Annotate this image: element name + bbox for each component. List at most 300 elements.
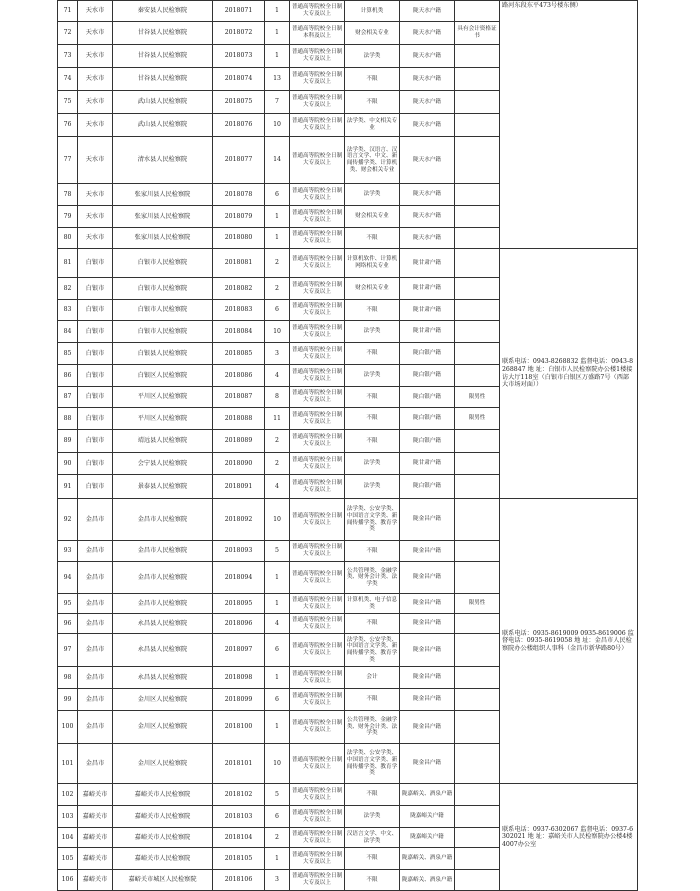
note-cell [455,828,500,848]
education-requirement-cell: 普通高等院校全日制大专及以上 [290,806,345,828]
major-requirement-cell: 不限 [345,228,400,249]
registration-condition-cell: 陇嘉峪关、酒泉户籍 [400,784,455,806]
note-cell [455,634,500,667]
registration-condition-cell: 陇白银户籍 [400,343,455,365]
registration-condition-cell: 陇金昌户籍 [400,541,455,562]
education-requirement-cell: 普通高等院校全日制大专及以上 [290,784,345,806]
row-number-cell: 81 [58,249,78,278]
education-requirement-cell: 普通高等院校全日制大专及以上 [290,541,345,562]
note-cell [455,249,500,278]
hiring-count-cell: 7 [265,91,290,114]
hiring-count-cell: 1 [265,562,290,594]
note-cell [455,689,500,711]
row-number-cell: 88 [58,408,78,430]
note-cell: 限男性 [455,387,500,408]
hiring-count-cell: 4 [265,614,290,634]
education-requirement-cell: 普通高等院校全日制大专及以上 [290,430,345,453]
unit-cell: 甘谷县人民检察院 [113,68,213,91]
major-requirement-cell: 不限 [345,300,400,321]
note-cell [455,206,500,228]
unit-cell: 清水县人民检察院 [113,137,213,184]
education-requirement-cell: 普通高等院校全日制大专及以上 [290,114,345,137]
unit-cell: 嘉峪关市人民检察院 [113,848,213,870]
row-number-cell: 99 [58,689,78,711]
row-number-cell: 96 [58,614,78,634]
position-code-cell: 2018087 [213,387,265,408]
hiring-count-cell: 1 [265,848,290,870]
city-cell: 白银市 [78,343,113,365]
position-code-cell: 2018073 [213,45,265,68]
unit-cell: 靖远县人民检察院 [113,430,213,453]
city-cell: 白银市 [78,278,113,300]
row-number-cell: 102 [58,784,78,806]
registration-condition-cell: 陇金昌户籍 [400,744,455,784]
major-requirement-cell: 财会相关专业 [345,22,400,45]
unit-cell: 白银市人民检察院 [113,278,213,300]
city-cell: 天水市 [78,22,113,45]
education-requirement-cell: 普通高等院校全日制大专及以上 [290,387,345,408]
note-cell [455,365,500,387]
position-code-cell: 2018095 [213,594,265,614]
education-requirement-cell: 普通高等院校全日制大专及以上 [290,828,345,848]
registration-condition-cell: 陇天水户籍 [400,228,455,249]
unit-cell: 金川区人民检察院 [113,689,213,711]
major-requirement-cell: 不限 [345,541,400,562]
registration-condition-cell: 陇嘉峪关户籍 [400,806,455,828]
row-number-cell: 74 [58,68,78,91]
unit-cell: 张家川县人民检察院 [113,206,213,228]
hiring-count-cell: 1 [265,22,290,45]
hiring-count-cell: 1 [265,45,290,68]
education-requirement-cell: 普通高等院校全日制大专及以上 [290,1,345,22]
major-requirement-cell: 法学类、公安学类、中国语言文学类、新闻传播学类、教育学类 [345,744,400,784]
registration-condition-cell: 陇天水户籍 [400,68,455,91]
education-requirement-cell: 普通高等院校全日制大专及以上 [290,249,345,278]
row-number-cell: 100 [58,711,78,744]
education-requirement-cell: 普通高等院校全日制大专及以上 [290,667,345,689]
city-cell: 天水市 [78,206,113,228]
major-requirement-cell: 法学类 [345,184,400,206]
registration-condition-cell: 陇天水户籍 [400,137,455,184]
unit-cell: 金昌市人民检察院 [113,594,213,614]
hiring-count-cell: 1 [265,711,290,744]
position-code-cell: 2018091 [213,475,265,499]
position-code-cell: 2018101 [213,744,265,784]
registration-condition-cell: 陇甘肃户籍 [400,278,455,300]
hiring-count-cell: 6 [265,184,290,206]
position-code-cell: 2018105 [213,848,265,870]
city-cell: 天水市 [78,114,113,137]
unit-cell: 白银市人民检察院 [113,300,213,321]
education-requirement-cell: 普通高等院校全日制大专及以上 [290,321,345,343]
major-requirement-cell: 汉语言文学、中文、法学类 [345,828,400,848]
education-requirement-cell: 普通高等院校全日制大专及以上 [290,870,345,891]
city-cell: 金昌市 [78,594,113,614]
hiring-count-cell: 2 [265,249,290,278]
hiring-count-cell: 5 [265,541,290,562]
registration-condition-cell: 陇金昌户籍 [400,667,455,689]
city-cell: 嘉峪关市 [78,870,113,891]
hiring-count-cell: 8 [265,387,290,408]
position-code-cell: 2018104 [213,828,265,848]
education-requirement-cell: 普通高等院校全日制大专及以上 [290,228,345,249]
major-requirement-cell: 法学类 [345,365,400,387]
position-code-cell: 2018100 [213,711,265,744]
row-number-cell: 85 [58,343,78,365]
row-number-cell: 75 [58,91,78,114]
note-cell [455,137,500,184]
hiring-count-cell: 2 [265,278,290,300]
registration-condition-cell: 陇天水户籍 [400,45,455,68]
row-number-cell: 91 [58,475,78,499]
note-cell [455,430,500,453]
position-code-cell: 2018072 [213,22,265,45]
position-code-cell: 2018089 [213,430,265,453]
education-requirement-cell: 普通高等院校全日制大专及以上 [290,91,345,114]
registration-condition-cell: 陇天水户籍 [400,1,455,22]
row-number-cell: 73 [58,45,78,68]
education-requirement-cell: 普通高等院校全日制大专及以上 [290,744,345,784]
education-requirement-cell: 普通高等院校全日制大专及以上 [290,206,345,228]
row-number-cell: 94 [58,562,78,594]
registration-condition-cell: 陇天水户籍 [400,114,455,137]
major-requirement-cell: 不限 [345,689,400,711]
city-cell: 金昌市 [78,634,113,667]
city-cell: 白银市 [78,453,113,475]
major-requirement-cell: 法学类 [345,321,400,343]
major-requirement-cell: 法学类 [345,806,400,828]
education-requirement-cell: 普通高等院校全日制大专及以上 [290,594,345,614]
table-row [58,1,638,22]
row-number-cell: 83 [58,300,78,321]
row-number-cell: 77 [58,137,78,184]
city-cell: 金昌市 [78,541,113,562]
education-requirement-cell: 普通高等院校全日制大专及以上 [290,408,345,430]
row-number-cell: 72 [58,22,78,45]
city-cell: 天水市 [78,68,113,91]
registration-condition-cell: 陇金昌户籍 [400,689,455,711]
registration-condition-cell: 陇白银户籍 [400,365,455,387]
hiring-count-cell: 10 [265,499,290,541]
note-cell [455,806,500,828]
row-number-cell: 79 [58,206,78,228]
city-cell: 金昌市 [78,499,113,541]
note-cell [455,91,500,114]
position-code-cell: 2018086 [213,365,265,387]
major-requirement-cell: 公共管理类、金融学类、财务会计类、法学类 [345,562,400,594]
registration-condition-cell: 陇甘肃户籍 [400,453,455,475]
position-code-cell: 2018099 [213,689,265,711]
hiring-count-cell: 2 [265,828,290,848]
position-code-cell: 2018080 [213,228,265,249]
note-cell [455,278,500,300]
unit-cell: 嘉峪关市人民检察院 [113,828,213,848]
note-cell [455,114,500,137]
unit-cell: 秦安县人民检察院 [113,1,213,22]
unit-cell: 金川区人民检察院 [113,711,213,744]
position-code-cell: 2018096 [213,614,265,634]
registration-condition-cell: 陇甘肃户籍 [400,249,455,278]
note-cell [455,321,500,343]
registration-condition-cell: 陇白银户籍 [400,430,455,453]
hiring-count-cell: 3 [265,343,290,365]
row-number-cell: 76 [58,114,78,137]
unit-cell: 永昌县人民检察院 [113,634,213,667]
city-cell: 金昌市 [78,562,113,594]
unit-cell: 金昌市人民检察院 [113,562,213,594]
city-cell: 白银市 [78,387,113,408]
major-requirement-cell: 法学类 [345,45,400,68]
registration-condition-cell: 陇天水户籍 [400,22,455,45]
city-cell: 白银市 [78,408,113,430]
registration-condition-cell: 陇金昌户籍 [400,594,455,614]
registration-condition-cell: 陇嘉峪关、酒泉户籍 [400,848,455,870]
row-number-cell: 106 [58,870,78,891]
row-number-cell: 78 [58,184,78,206]
row-number-cell: 86 [58,365,78,387]
major-requirement-cell: 法学类、公安学类、中国语言文学类、新闻传播学类、教育学类 [345,634,400,667]
unit-cell: 张家川县人民检察院 [113,228,213,249]
registration-condition-cell: 陇金昌户籍 [400,614,455,634]
major-requirement-cell: 不限 [345,387,400,408]
note-cell [455,848,500,870]
education-requirement-cell: 普通高等院校全日制大专及以上 [290,499,345,541]
unit-cell: 白银市人民检察院 [113,249,213,278]
registration-condition-cell: 陇甘肃户籍 [400,300,455,321]
note-cell [455,614,500,634]
position-code-cell: 2018097 [213,634,265,667]
recruitment-table-sheet [57,0,637,886]
hiring-count-cell: 6 [265,806,290,828]
note-cell [455,870,500,891]
unit-cell: 景泰县人民检察院 [113,475,213,499]
hiring-count-cell: 6 [265,689,290,711]
registration-condition-cell: 陇天水户籍 [400,91,455,114]
city-cell: 天水市 [78,228,113,249]
hiring-count-cell: 1 [265,1,290,22]
registration-condition-cell: 陇白银户籍 [400,408,455,430]
major-requirement-cell: 法学类、汉语言、汉语言文学、中文、新闻传播学类、计算机类、财会相关专业 [345,137,400,184]
education-requirement-cell: 普通高等院校全日制大专及以上 [290,365,345,387]
position-code-cell: 2018088 [213,408,265,430]
registration-condition-cell: 陇白银户籍 [400,387,455,408]
recruitment-table [57,0,638,891]
registration-condition-cell: 陇天水户籍 [400,184,455,206]
hiring-count-cell: 5 [265,784,290,806]
city-cell: 白银市 [78,475,113,499]
note-cell [455,228,500,249]
city-cell: 嘉峪关市 [78,828,113,848]
city-cell: 金昌市 [78,744,113,784]
hiring-count-cell: 10 [265,744,290,784]
hiring-count-cell: 6 [265,300,290,321]
major-requirement-cell: 法学类 [345,453,400,475]
table-row [58,499,638,541]
unit-cell: 嘉峪关市人民检察院 [113,806,213,828]
registration-condition-cell: 陇嘉峪关、酒泉户籍 [400,870,455,891]
major-requirement-cell: 法学类、公安学类、中国语言文学类、新闻传播学类、教育学类 [345,499,400,541]
city-cell: 天水市 [78,184,113,206]
note-cell [455,343,500,365]
row-number-cell: 71 [58,1,78,22]
registration-condition-cell: 陇甘肃户籍 [400,321,455,343]
major-requirement-cell: 计算机类 [345,1,400,22]
hiring-count-cell: 1 [265,228,290,249]
education-requirement-cell: 普通高等院校全日制大专及以上 [290,562,345,594]
registration-condition-cell: 陇白银户籍 [400,475,455,499]
position-code-cell: 2018094 [213,562,265,594]
contact-info-cell: 路河东段东平473号楼东侧） [500,1,638,249]
unit-cell: 白银市人民检察院 [113,321,213,343]
education-requirement-cell: 普通高等院校全日制大专及以上 [290,711,345,744]
note-cell [455,562,500,594]
hiring-count-cell: 10 [265,321,290,343]
unit-cell: 平川区人民检察院 [113,408,213,430]
education-requirement-cell: 普通高等院校全日制大专及以上 [290,343,345,365]
education-requirement-cell: 普通高等院校全日制大专及以上 [290,184,345,206]
note-cell [455,300,500,321]
hiring-count-cell: 2 [265,430,290,453]
row-number-cell: 103 [58,806,78,828]
city-cell: 白银市 [78,300,113,321]
position-code-cell: 2018103 [213,806,265,828]
contact-info-cell: 联系电话：0943-8268832 监督电话：0943-8268847 地 址：白银市人民检察院办公楼1楼接访大厅118室（白银市白银区万盛路7号（西部大市场对面）） [500,249,638,499]
city-cell: 天水市 [78,1,113,22]
major-requirement-cell: 不限 [345,68,400,91]
table-row [58,249,638,278]
position-code-cell: 2018084 [213,321,265,343]
position-code-cell: 2018090 [213,453,265,475]
hiring-count-cell: 4 [265,475,290,499]
hiring-count-cell: 6 [265,634,290,667]
hiring-count-cell: 10 [265,114,290,137]
city-cell: 金昌市 [78,614,113,634]
city-cell: 嘉峪关市 [78,848,113,870]
unit-cell: 武山县人民检察院 [113,114,213,137]
contact-info-cell: 联系电话：0937-6302067 监督电话：0937-6302021 地 址：嘉峪关市人民检察院办公楼4楼4007办公室 [500,784,638,891]
city-cell: 金昌市 [78,689,113,711]
city-cell: 金昌市 [78,711,113,744]
note-cell [455,499,500,541]
note-cell [455,744,500,784]
unit-cell: 会宁县人民检察院 [113,453,213,475]
row-number-cell: 92 [58,499,78,541]
city-cell: 天水市 [78,91,113,114]
note-cell: 限男性 [455,594,500,614]
note-cell [455,453,500,475]
row-number-cell: 89 [58,430,78,453]
contact-info-cell: 联系电话：0935-8619009 0935-8619006 监督电话：0935-8619058 地 址：金昌市人民检察院办公楼组织人事科（金昌市新华路80号） [500,499,638,784]
major-requirement-cell: 不限 [345,784,400,806]
registration-condition-cell: 陇嘉峪关户籍 [400,828,455,848]
unit-cell: 金川区人民检察院 [113,744,213,784]
education-requirement-cell: 普通高等院校全日制大专及以上 [290,68,345,91]
education-requirement-cell: 普通高等院校全日制本科及以上 [290,22,345,45]
position-code-cell: 2018102 [213,784,265,806]
position-code-cell: 2018074 [213,68,265,91]
education-requirement-cell: 普通高等院校全日制大专及以上 [290,278,345,300]
education-requirement-cell: 普通高等院校全日制大专及以上 [290,689,345,711]
position-code-cell: 2018082 [213,278,265,300]
row-number-cell: 82 [58,278,78,300]
education-requirement-cell: 普通高等院校全日制大专及以上 [290,614,345,634]
major-requirement-cell: 不限 [345,430,400,453]
major-requirement-cell: 不限 [345,614,400,634]
education-requirement-cell: 普通高等院校全日制大专及以上 [290,475,345,499]
note-cell [455,45,500,68]
city-cell: 嘉峪关市 [78,806,113,828]
position-code-cell: 2018083 [213,300,265,321]
hiring-count-cell: 1 [265,667,290,689]
hiring-count-cell: 1 [265,594,290,614]
note-cell [455,541,500,562]
row-number-cell: 101 [58,744,78,784]
position-code-cell: 2018077 [213,137,265,184]
table-body [58,1,638,891]
city-cell: 金昌市 [78,667,113,689]
unit-cell: 白银县人民检察院 [113,343,213,365]
hiring-count-cell: 4 [265,365,290,387]
position-code-cell: 2018093 [213,541,265,562]
major-requirement-cell: 会计 [345,667,400,689]
city-cell: 白银市 [78,430,113,453]
position-code-cell: 2018092 [213,499,265,541]
education-requirement-cell: 普通高等院校全日制大专及以上 [290,848,345,870]
row-number-cell: 104 [58,828,78,848]
position-code-cell: 2018075 [213,91,265,114]
note-cell [455,711,500,744]
position-code-cell: 2018071 [213,1,265,22]
major-requirement-cell: 法学类、中文相关专业 [345,114,400,137]
major-requirement-cell: 不限 [345,408,400,430]
unit-cell: 嘉峪关市城区人民检察院 [113,870,213,891]
row-number-cell: 95 [58,594,78,614]
unit-cell: 平川区人民检察院 [113,387,213,408]
row-number-cell: 97 [58,634,78,667]
city-cell: 嘉峪关市 [78,784,113,806]
row-number-cell: 98 [58,667,78,689]
education-requirement-cell: 普通高等院校全日制大专及以上 [290,634,345,667]
row-number-cell: 105 [58,848,78,870]
hiring-count-cell: 2 [265,453,290,475]
row-number-cell: 84 [58,321,78,343]
unit-cell: 武山县人民检察院 [113,91,213,114]
registration-condition-cell: 陇天水户籍 [400,206,455,228]
table-row [58,784,638,806]
unit-cell: 甘谷县人民检察院 [113,22,213,45]
city-cell: 白银市 [78,249,113,278]
unit-cell: 甘谷县人民检察院 [113,45,213,68]
hiring-count-cell: 14 [265,137,290,184]
unit-cell: 金昌市人民检察院 [113,499,213,541]
education-requirement-cell: 普通高等院校全日制大专及以上 [290,300,345,321]
hiring-count-cell: 13 [265,68,290,91]
registration-condition-cell: 陇金昌户籍 [400,562,455,594]
unit-cell: 嘉峪关市人民检察院 [113,784,213,806]
row-number-cell: 80 [58,228,78,249]
position-code-cell: 2018076 [213,114,265,137]
major-requirement-cell: 计算机软件、计算机网络相关专业 [345,249,400,278]
education-requirement-cell: 普通高等院校全日制大专及以上 [290,45,345,68]
major-requirement-cell: 财会相关专业 [345,206,400,228]
city-cell: 天水市 [78,45,113,68]
education-requirement-cell: 普通高等院校全日制大专及以上 [290,137,345,184]
position-code-cell: 2018085 [213,343,265,365]
education-requirement-cell: 普通高等院校全日制大专及以上 [290,453,345,475]
note-cell [455,784,500,806]
note-cell: 具有会计资格证书 [455,22,500,45]
unit-cell: 金昌市人民检察院 [113,541,213,562]
